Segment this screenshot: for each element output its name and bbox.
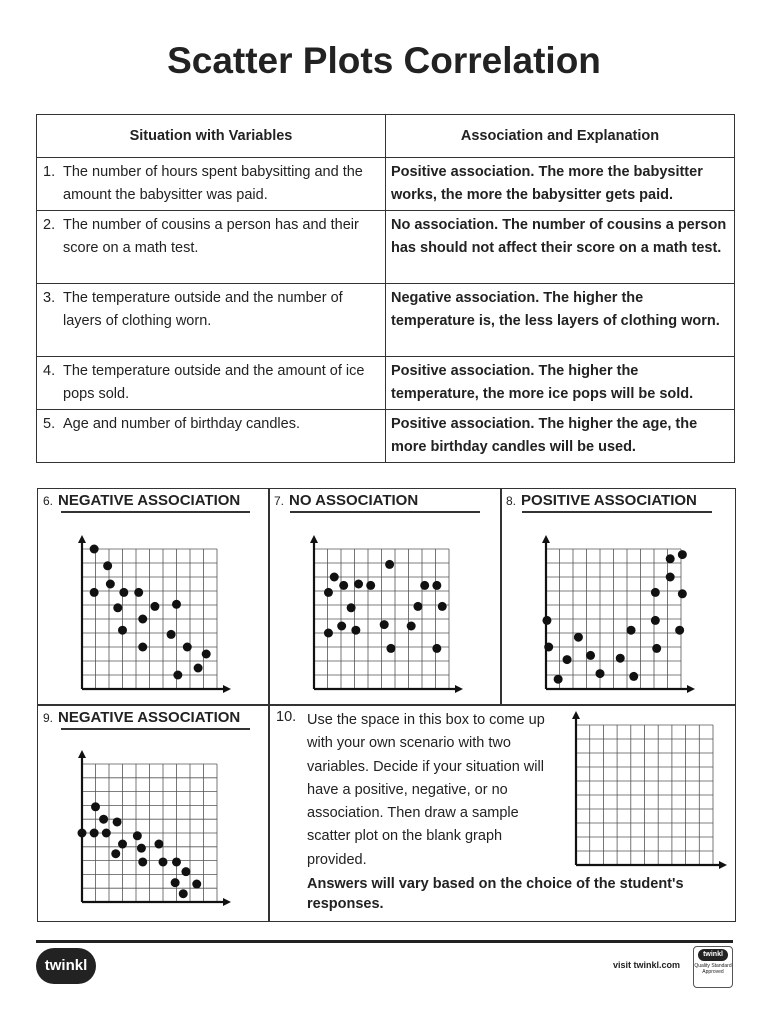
data-point bbox=[351, 626, 360, 635]
underline bbox=[61, 511, 250, 513]
plot-title: NEGATIVE ASSOCIATION bbox=[58, 492, 241, 509]
scatter-plot bbox=[66, 533, 233, 705]
situation-text: The temperature outside and the amount of ice pops sold. bbox=[63, 363, 365, 402]
footer-divider bbox=[36, 940, 733, 943]
badge-text: Quality Standard Approved bbox=[694, 963, 732, 975]
y-axis-arrow bbox=[310, 535, 318, 543]
question-10-number: 10. bbox=[276, 709, 297, 725]
scatter-plot bbox=[560, 709, 729, 881]
divider bbox=[268, 704, 270, 921]
underline bbox=[522, 511, 712, 513]
page-title: Scatter Plots Correlation bbox=[167, 40, 601, 81]
data-point bbox=[134, 588, 143, 597]
data-point bbox=[111, 849, 120, 858]
table-row bbox=[37, 158, 735, 211]
question-10-text: Use the space in this box to come up with your own scenario with two variables. Decide if your situation will have a positive, negative, or no association. Then draw a sample scatter plot on the blank graph provided. bbox=[307, 712, 545, 868]
plot-7-label bbox=[274, 492, 418, 509]
data-point bbox=[171, 878, 180, 887]
table-row bbox=[37, 211, 735, 284]
data-point bbox=[354, 580, 363, 589]
data-point bbox=[172, 857, 181, 866]
data-point bbox=[678, 550, 687, 559]
data-point bbox=[652, 644, 661, 653]
y-axis-arrow bbox=[78, 535, 86, 543]
data-point bbox=[666, 554, 675, 563]
data-point bbox=[596, 669, 605, 678]
x-axis-arrow bbox=[223, 685, 231, 693]
underline bbox=[61, 728, 250, 730]
data-point bbox=[574, 633, 583, 642]
data-point bbox=[90, 829, 99, 838]
situation-text: The number of cousins a person has and their score on a math test. bbox=[63, 217, 359, 256]
twinkl-logo: twinkl bbox=[36, 948, 96, 984]
plot-9-label bbox=[43, 709, 240, 726]
plot-number: 8. bbox=[506, 494, 517, 508]
data-point bbox=[651, 616, 660, 625]
data-point bbox=[102, 829, 111, 838]
column-header: Association and Explanation bbox=[386, 115, 735, 158]
table-row bbox=[37, 410, 735, 463]
plot-8-label bbox=[506, 492, 697, 509]
row-number: 4. bbox=[43, 363, 56, 379]
data-point bbox=[544, 643, 553, 652]
underline bbox=[290, 511, 480, 513]
data-point bbox=[90, 545, 99, 554]
data-point bbox=[627, 626, 636, 635]
data-point bbox=[91, 802, 100, 811]
data-point bbox=[173, 671, 182, 680]
answer-text: Positive association. The higher the temperature, the more ice pops will be sold. bbox=[386, 357, 735, 410]
data-point bbox=[137, 844, 146, 853]
divider bbox=[500, 488, 502, 706]
data-point bbox=[150, 602, 159, 611]
situations-table bbox=[36, 114, 735, 463]
divider bbox=[268, 488, 270, 706]
data-point bbox=[432, 581, 441, 590]
quality-badge bbox=[693, 946, 733, 988]
data-point bbox=[138, 615, 147, 624]
situation-text: The number of hours spent babysitting and the amount the babysitter was paid. bbox=[63, 164, 363, 203]
data-point bbox=[113, 603, 122, 612]
visit-link[interactable]: visit twinkl.com bbox=[613, 960, 681, 970]
badge-logo: twinkl bbox=[698, 949, 728, 961]
data-point bbox=[103, 561, 112, 570]
data-point bbox=[118, 840, 127, 849]
data-point bbox=[339, 581, 348, 590]
y-axis-arrow bbox=[78, 750, 86, 758]
data-point bbox=[386, 644, 395, 653]
row-number: 5. bbox=[43, 416, 56, 432]
data-point bbox=[194, 664, 203, 673]
data-point bbox=[347, 603, 356, 612]
scatter-plot bbox=[298, 533, 465, 705]
plot-number: 6. bbox=[43, 494, 54, 508]
data-point bbox=[118, 626, 127, 635]
scatter-plot bbox=[530, 533, 697, 705]
data-point bbox=[563, 655, 572, 664]
data-point bbox=[113, 817, 122, 826]
data-point bbox=[413, 602, 422, 611]
data-point bbox=[179, 889, 188, 898]
situation-text: The temperature outside and the number of layers of clothing worn. bbox=[63, 290, 343, 329]
data-point bbox=[138, 643, 147, 652]
table-header bbox=[37, 115, 735, 158]
data-point bbox=[154, 840, 163, 849]
data-point bbox=[616, 654, 625, 663]
data-point bbox=[586, 651, 595, 660]
data-point bbox=[337, 622, 346, 631]
y-axis-arrow bbox=[572, 711, 580, 719]
data-point bbox=[675, 626, 684, 635]
plot-title: NO ASSOCIATION bbox=[289, 492, 419, 509]
data-point bbox=[651, 588, 660, 597]
plot-number: 9. bbox=[43, 711, 54, 725]
data-point bbox=[324, 588, 333, 597]
data-point bbox=[133, 831, 142, 840]
data-point bbox=[106, 580, 115, 589]
scatter-plot bbox=[66, 748, 233, 918]
data-point bbox=[554, 675, 563, 684]
plot-6-label bbox=[43, 492, 240, 509]
data-point bbox=[183, 643, 192, 652]
answer-text: Positive association. The higher the age, the more birthday candles will be used. bbox=[386, 410, 735, 463]
column-header: Situation with Variables bbox=[37, 115, 386, 158]
x-axis-arrow bbox=[223, 898, 231, 906]
data-point bbox=[420, 581, 429, 590]
data-point bbox=[90, 588, 99, 597]
table-row bbox=[37, 357, 735, 410]
plot-title: POSITIVE ASSOCIATION bbox=[521, 492, 697, 509]
row-number: 3. bbox=[43, 290, 56, 306]
situation-text: Age and number of birthday candles. bbox=[63, 416, 300, 432]
data-point bbox=[385, 560, 394, 569]
data-point bbox=[181, 867, 190, 876]
data-point bbox=[192, 880, 201, 889]
data-point bbox=[438, 602, 447, 611]
question-10-answer: Answers will vary based on the choice of the student's responses. bbox=[307, 876, 684, 912]
data-point bbox=[324, 629, 333, 638]
row-number: 1. bbox=[43, 164, 56, 180]
x-axis-arrow bbox=[719, 861, 727, 869]
data-point bbox=[99, 815, 108, 824]
plot-number: 7. bbox=[274, 494, 285, 508]
answer-text: No association. The number of cousins a person has should not affect their score on a math test. bbox=[386, 211, 735, 284]
plot-title: NEGATIVE ASSOCIATION bbox=[58, 709, 241, 726]
data-point bbox=[432, 644, 441, 653]
data-point bbox=[172, 600, 181, 609]
data-point bbox=[138, 857, 147, 866]
table-row bbox=[37, 284, 735, 357]
data-point bbox=[119, 588, 128, 597]
data-point bbox=[78, 829, 87, 838]
y-axis-arrow bbox=[542, 535, 550, 543]
data-point bbox=[629, 672, 638, 681]
data-point bbox=[407, 622, 416, 631]
data-point bbox=[666, 573, 675, 582]
x-axis-arrow bbox=[455, 685, 463, 693]
data-point bbox=[330, 573, 339, 582]
answer-text: Positive association. The more the babysitter works, the more the babysitter gets paid. bbox=[386, 158, 735, 211]
data-point bbox=[202, 650, 211, 659]
answer-text: Negative association. The higher the temperature is, the less layers of clothing worn. bbox=[386, 284, 735, 357]
data-point bbox=[678, 589, 687, 598]
data-point bbox=[159, 857, 168, 866]
data-point bbox=[542, 616, 551, 625]
x-axis-arrow bbox=[687, 685, 695, 693]
row-number: 2. bbox=[43, 217, 56, 233]
data-point bbox=[380, 620, 389, 629]
data-point bbox=[167, 630, 176, 639]
data-point bbox=[366, 581, 375, 590]
